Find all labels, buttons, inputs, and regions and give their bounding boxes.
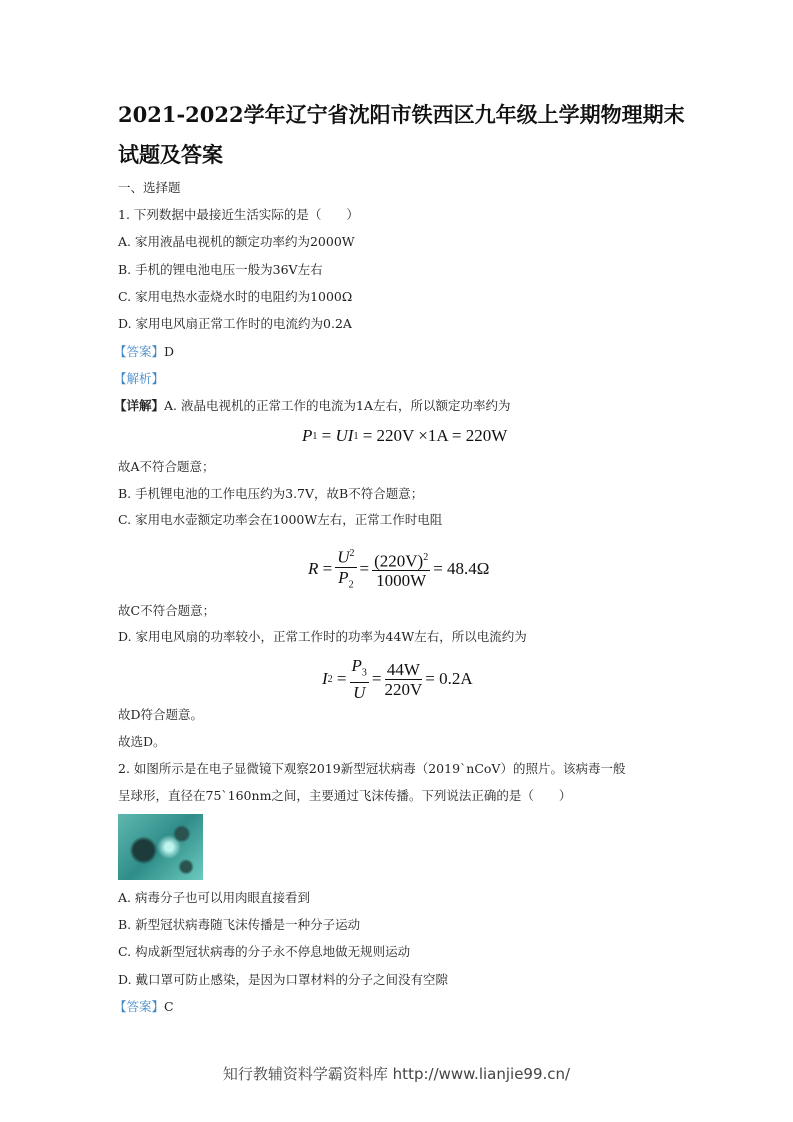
q1-option-b: B. 手机的锂电池电压一般为36V左右 [118, 262, 323, 277]
q1-option-d: D. 家用电风扇正常工作时的电流约为0.2A [118, 316, 352, 331]
q1-option-a: A. 家用液晶电视机的额定功率约为2000W [118, 234, 355, 249]
answer-tag: 【答案】 [114, 344, 165, 359]
d-conclusion: 故D符合题意。 [118, 707, 204, 722]
q1-detail-d: D. 家用电风扇的功率较小，正常工作时的功率为44W左右，所以电流约为 [118, 629, 527, 644]
q2-option-c: C. 构成新型冠状病毒的分子永不停息地做无规则运动 [118, 944, 411, 959]
q1-detail-c: C. 家用电水壶额定功率会在1000W左右，正常工作时电阻 [118, 512, 443, 527]
title-line-1: 2021-2022学年辽宁省沈阳市铁西区九年级上学期物理期末 [118, 102, 685, 127]
answer-value: C [164, 999, 174, 1014]
final-answer: 故选D。 [118, 734, 166, 749]
analysis-tag: 【解析】 [114, 371, 165, 386]
formula-3: I 2 = $\frac{P_3}{U}$ = $\frac{44W}{220V}$ = 0.2A [322, 656, 473, 703]
q2-stem-line-2: 呈球形，直径在75`160nm之间，主要通过飞沫传播。下列说法正确的是（ ） [118, 788, 572, 803]
virus-photo [118, 814, 203, 880]
q1-option-c: C. 家用电热水壶烧水时的电阻约为1000Ω [118, 289, 353, 304]
answer-value: D [164, 344, 175, 359]
formula-2: R = $\frac{U^2}{P_2}$ = $\frac{(220V)^2}{1000W}$ = 48.4Ω [308, 544, 489, 594]
q1-stem: 1. 下列数据中最接近生活实际的是（ ） [118, 207, 359, 222]
title-line-2: 试题及答案 [118, 142, 223, 167]
q1-detail-a [114, 398, 510, 414]
q1-answer [114, 344, 174, 360]
section-heading: 一、选择题 [118, 180, 181, 195]
footer-watermark: 知行教辅资料学霸资料库 http://www.lianjie99.cn/ [222, 1065, 571, 1083]
detail-a-text: A. 液晶电视机的正常工作的电流为1A左右，所以额定功率约为 [164, 398, 511, 413]
formula-1: P 1 = UI 1 = 220V ×1A = 220W [302, 426, 508, 445]
q1-detail-b: B. 手机锂电池的工作电压约为3.7V，故B不符合题意； [118, 486, 424, 501]
q2-answer [114, 999, 174, 1015]
q2-option-b: B. 新型冠状病毒随飞沫传播是一种分子运动 [118, 917, 361, 932]
answer-tag: 【答案】 [114, 999, 165, 1014]
q2-option-d: D. 戴口罩可防止感染，是因为口罩材料的分子之间没有空隙 [118, 972, 449, 987]
q2-stem-line-1: 2. 如图所示是在电子显微镜下观察2019新型冠状病毒（2019`nCoV）的照片。该病毒一般 [118, 761, 626, 776]
c-conclusion: 故C不符合题意； [118, 603, 216, 618]
q2-option-a: A. 病毒分子也可以用肉眼直接看到 [118, 890, 310, 905]
detail-tag: 【详解】 [114, 398, 165, 413]
a-conclusion: 故A不符合题意； [118, 459, 215, 474]
